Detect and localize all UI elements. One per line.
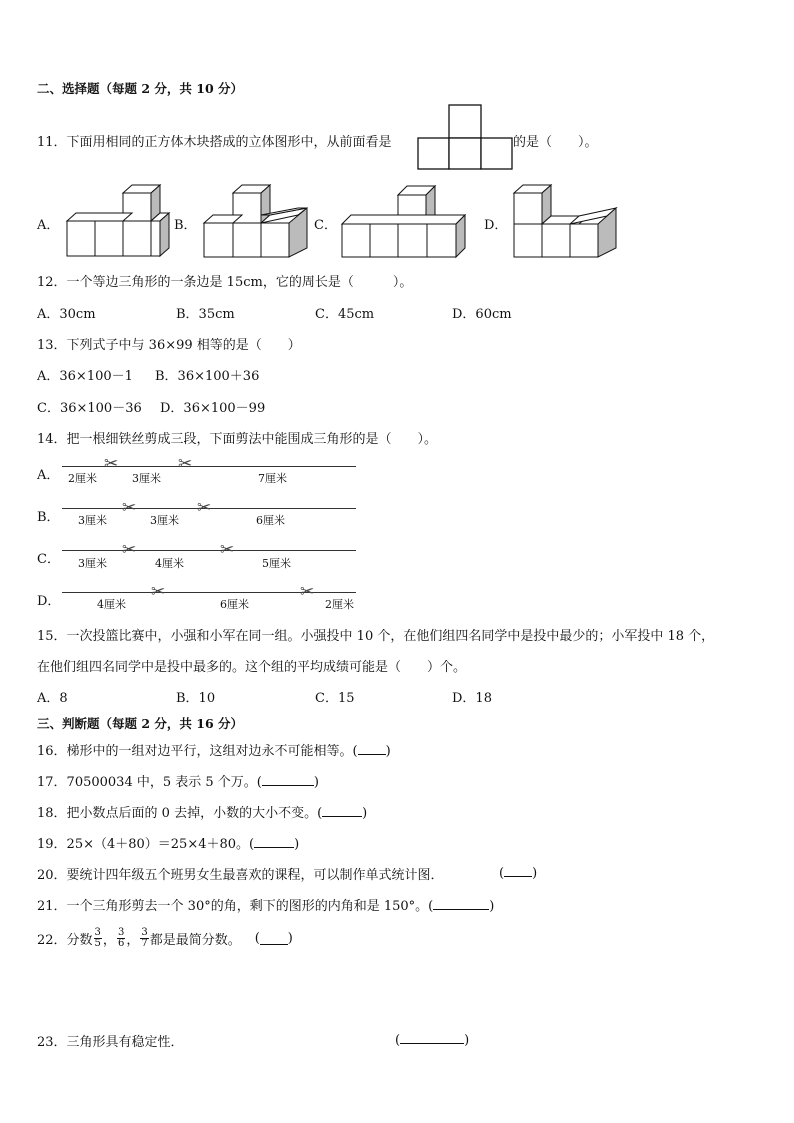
q14-a-seg3: 7厘米 <box>258 472 287 485</box>
q18 <box>37 802 367 821</box>
q15-option-a[interactable]: A．8 <box>37 691 68 706</box>
q14-d-seg1: 4厘米 <box>97 598 126 611</box>
q18-text: 18．把小数点后面的 0 去掉，小数的大小不变。( <box>37 806 323 821</box>
q19-text: 19．25×（4＋80）＝25×4＋80。( <box>37 837 255 852</box>
q11-option-d-cubes <box>513 184 617 258</box>
q13-stem: 13．下列式子中与 36×99 相等的是（ ） <box>37 338 301 353</box>
q15-stem-line2: 在他们组四名同学中是投中最多的。这个组的平均成绩可能是（ ）个。 <box>37 660 467 675</box>
q14-c-seg3: 5厘米 <box>262 557 291 570</box>
q16-text: 16．梯形中的一组对边平行，这组对边永不可能相等。( <box>37 744 358 759</box>
q11-option-b-label[interactable]: B． <box>174 218 197 233</box>
q17-text: 17．70500034 中，5 表示 5 个万。( <box>37 775 262 790</box>
q22-sep-2: ， <box>126 933 140 948</box>
q14-b-seg3: 6厘米 <box>256 514 285 527</box>
q22-fraction-1-num: 3 <box>94 927 101 938</box>
q15-option-d[interactable]: D．18 <box>452 691 492 706</box>
q14-c-seg2: 4厘米 <box>155 557 184 570</box>
q14-option-c-wire <box>62 550 356 551</box>
q16-answer-blank[interactable] <box>358 742 386 755</box>
q11-stem-post: 的是（ ）。 <box>513 135 598 150</box>
q12-option-a[interactable]: A．30cm <box>37 307 96 322</box>
q23-answer <box>395 1031 469 1048</box>
scissors-icon: ✂ <box>220 540 235 560</box>
q22-text-pre: 22．分数 <box>37 933 93 948</box>
q23-open: ( <box>395 1033 401 1048</box>
q19 <box>37 833 299 852</box>
scissors-icon: ✂ <box>122 540 137 560</box>
q11-option-a-cubes <box>66 184 170 258</box>
q14-d-seg3: 2厘米 <box>325 598 354 611</box>
q22-fraction-2 <box>117 928 125 949</box>
q23-text: 23．三角形具有稳定性． <box>37 1035 184 1050</box>
q22-fraction-2-den: 6 <box>117 938 125 949</box>
q20-text: 20．要统计四年级五个班男女生最喜欢的课程，可以制作单式统计图． <box>37 868 444 883</box>
q11-stem-pre: 11．下面用相同的正方体木块搭成的立体图形中，从前面看是 <box>37 135 392 150</box>
q18-answer-blank[interactable] <box>322 804 362 817</box>
q12-option-c[interactable]: C．45cm <box>315 307 375 322</box>
q14-option-c-letter[interactable]: C． <box>37 552 60 567</box>
q12-stem: 12．一个等边三角形的一条边是 15cm，它的周长是（ ）。 <box>37 275 413 290</box>
q14-option-d-letter[interactable]: D． <box>37 594 61 609</box>
q12-option-b[interactable]: B．35cm <box>176 307 235 322</box>
q21-text: 21．一个三角形剪去一个 30°的角，剩下的图形的内角和是 150°。( <box>37 899 434 914</box>
section-title-choice: 二、选择题（每题 2 分，共 10 分） <box>37 81 244 96</box>
q14-d-seg2: 6厘米 <box>220 598 249 611</box>
q13-option-d[interactable]: D．36×100－99 <box>160 401 266 416</box>
q11-option-a-label[interactable]: A． <box>37 218 60 233</box>
q21-answer-blank[interactable] <box>433 897 489 910</box>
q15-option-c[interactable]: C．15 <box>315 691 355 706</box>
q17-close: ) <box>313 775 319 790</box>
q22-text-post: 都是最简分数。 <box>149 933 241 948</box>
section-title-judge: 三、判断题（每题 2 分，共 16 分） <box>37 716 244 731</box>
q21 <box>37 895 494 914</box>
q21-close: ) <box>489 899 495 914</box>
q22-answer-blank[interactable] <box>260 932 288 945</box>
q20-answer <box>499 864 537 881</box>
scissors-icon: ✂ <box>122 498 137 518</box>
q14-stem: 14．把一根细铁丝剪成三段，下面剪法中能围成三角形的是（ ）。 <box>37 432 438 447</box>
q18-close: ) <box>362 806 368 821</box>
q20-open: ( <box>499 866 505 881</box>
q22-fraction-3 <box>140 928 148 949</box>
q23-answer-blank[interactable] <box>400 1031 464 1044</box>
q22-fraction-3-num: 3 <box>141 927 148 938</box>
scissors-icon: ✂ <box>300 582 315 602</box>
q16 <box>37 740 391 759</box>
q16-close: ) <box>385 744 391 759</box>
q14-option-b-letter[interactable]: B． <box>37 510 60 525</box>
q20-answer-blank[interactable] <box>504 864 532 877</box>
q22-sep-1: ， <box>102 933 116 948</box>
q13-option-b[interactable]: B．36×100＋36 <box>155 369 260 384</box>
q23-close: ) <box>464 1033 470 1048</box>
q22-fraction-1-den: 5 <box>94 938 101 949</box>
q15-option-b[interactable]: B．10 <box>176 691 216 706</box>
q20-close: ) <box>532 866 538 881</box>
q22-fraction-2-num: 3 <box>117 927 125 938</box>
q11-option-d-label[interactable]: D． <box>484 218 508 233</box>
q17-answer-blank[interactable] <box>262 773 314 786</box>
scissors-icon: ✂ <box>197 498 212 518</box>
q17 <box>37 771 319 790</box>
q14-option-a-letter[interactable]: A． <box>37 468 60 483</box>
q15-stem-line1: 15．一次投篮比赛中，小强和小军在同一组。小强投中 10 个，在他们组四名同学中是投中最少的；小军投中 18 个， <box>37 629 715 644</box>
q11-option-c-cubes <box>341 184 467 258</box>
q22-open: ( <box>254 931 260 946</box>
q19-close: ) <box>294 837 300 852</box>
q11-option-c-label[interactable]: C． <box>314 218 337 233</box>
q14-c-seg1: 3厘米 <box>78 557 107 570</box>
q14-b-seg1: 3厘米 <box>78 514 107 527</box>
scissors-icon: ✂ <box>178 454 193 474</box>
q22-fraction-1 <box>94 928 102 949</box>
q22-fraction-3-den: 7 <box>141 938 148 949</box>
q19-answer-blank[interactable] <box>254 835 294 848</box>
q13-option-c[interactable]: C．36×100－36 <box>37 401 142 416</box>
q14-a-seg1: 2厘米 <box>68 472 97 485</box>
q11-option-b-cubes <box>203 184 309 258</box>
q13-option-a[interactable]: A．36×100－1 <box>37 369 133 384</box>
q22 <box>37 928 293 949</box>
scissors-icon: ✂ <box>104 454 119 474</box>
q14-a-seg2: 3厘米 <box>132 472 161 485</box>
q11-front-view-figure <box>417 104 513 170</box>
q22-close: ) <box>287 931 293 946</box>
scissors-icon: ✂ <box>151 582 166 602</box>
q14-b-seg2: 3厘米 <box>150 514 179 527</box>
q12-option-d[interactable]: D．60cm <box>452 307 512 322</box>
